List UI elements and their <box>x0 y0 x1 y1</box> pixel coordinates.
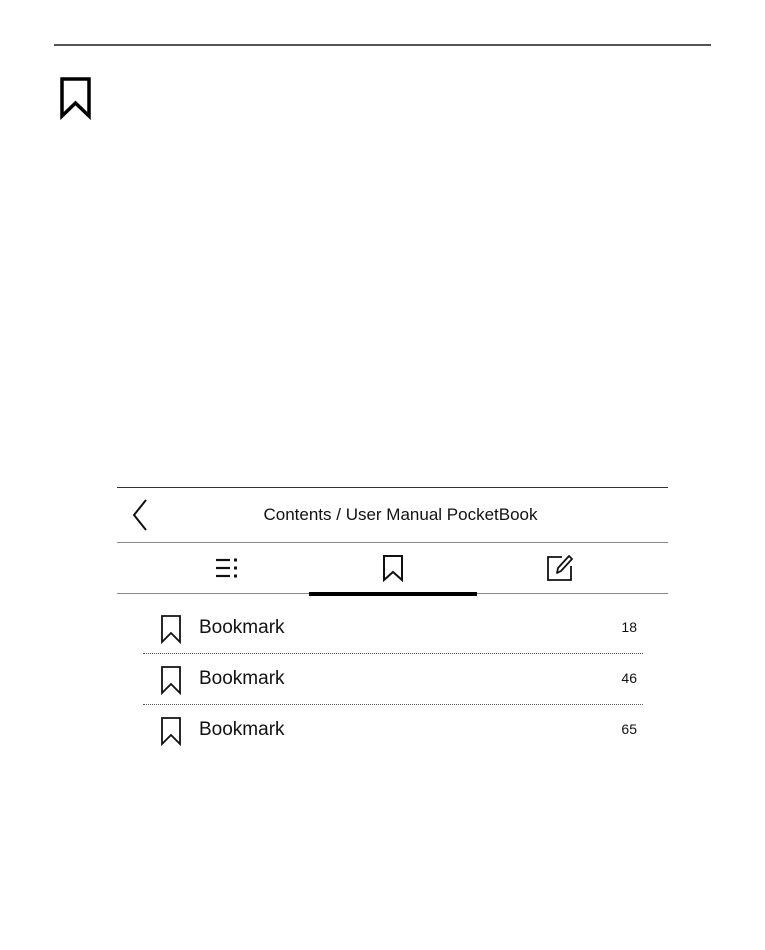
panel-title: Contents / User Manual PocketBook <box>263 505 538 524</box>
bookmark-page-number: 65 <box>621 721 637 737</box>
top-divider <box>54 44 711 46</box>
bookmark-label: Bookmark <box>199 719 285 740</box>
bookmark-label: Bookmark <box>199 617 285 638</box>
bookmark-page-number: 46 <box>621 670 637 686</box>
bookmark-icon <box>382 554 404 582</box>
bookmark-row[interactable] <box>143 654 643 705</box>
bookmark-icon <box>160 665 182 695</box>
tab-notes[interactable] <box>510 543 610 593</box>
active-tab-indicator <box>309 592 477 596</box>
contents-panel <box>117 487 668 740</box>
panel-header <box>117 487 668 543</box>
tab-contents[interactable] <box>177 543 277 593</box>
bookmark-row[interactable] <box>143 603 643 654</box>
bookmark-list <box>143 603 643 755</box>
tab-bar <box>117 543 668 594</box>
bookmark-icon[interactable] <box>58 76 94 120</box>
bookmark-label: Bookmark <box>199 668 285 689</box>
bookmark-icon <box>160 716 182 746</box>
note-edit-icon <box>545 553 575 583</box>
tab-bookmarks[interactable] <box>309 543 477 593</box>
bookmark-row[interactable] <box>143 705 643 755</box>
bookmark-page-number: 18 <box>621 619 637 635</box>
bookmark-icon <box>160 614 182 644</box>
list-icon <box>214 557 240 579</box>
